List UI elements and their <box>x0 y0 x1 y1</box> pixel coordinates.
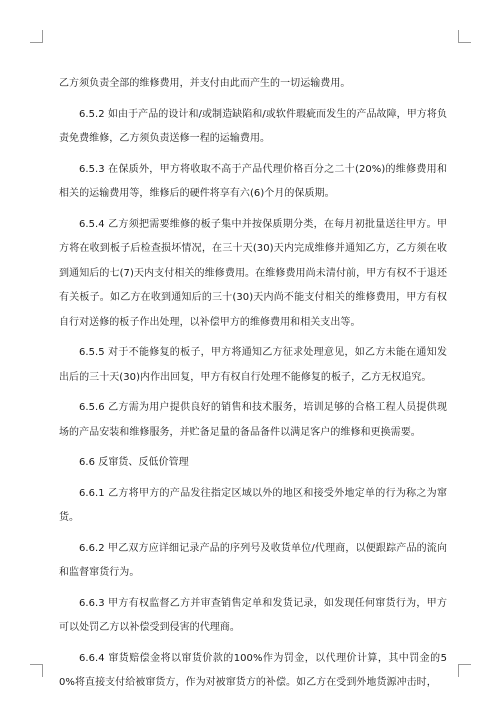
paragraph-6-6-1: 6.6.1 乙方将甲方的产品发往指定区域以外的地区和接受外地定单的行为称之为窜货。 <box>59 487 447 523</box>
crop-mark-top-left <box>30 30 43 43</box>
paragraph-6-5-4: 6.5.4 乙方须把需要维修的板子集中并按保质期分类，在每月初批量送往甲方。甲方将在收到板子后检查损坏情况，在三十天(30)天内完成维修并通知乙方，乙方须在收到通知后的七(7)天内支付相关的维修费用。在维修费用尚未清付前，甲方有权不于退还有关板子。如乙方在收到通知后的三十(30)天内尚不能支付相关的维修费用，甲方有权自行对送修的板子作出处理，以补偿甲方的维修费用和相关支出等。 <box>59 218 447 328</box>
paragraph-6-5-2: 6.5.2 如由于产品的设计和/或制造缺陷和/或软件瑕疵而发生的产品故障，甲方将负责免费维修，乙方须负责送修一程的运输费用。 <box>59 108 447 144</box>
crop-mark-bottom-left <box>30 664 43 677</box>
section-heading-6-6: 6.6 反窜货、反低价管理 <box>79 457 189 468</box>
paragraph-6-6-3: 6.6.3 甲方有权监督乙方并审查销售定单和发货记录，如发现任何窜货行为，甲方可以处罚乙方以补偿受到侵害的代理商。 <box>59 597 447 633</box>
crop-mark-top-right <box>458 30 471 43</box>
paragraph-6-6-4: 6.6.4 窜货赔偿金将以窜货价款的100%作为罚金，以代理价计算，其中罚金的50%将直接支付给被窜货方，作为对被窜货方的补偿。如乙方在受到外地货源冲击时， <box>59 652 447 688</box>
paragraph-continuation: 乙方须负责全部的维修费用，并支付由此而产生的一切运输费用。 <box>59 78 351 89</box>
crop-mark-bottom-right <box>458 664 471 677</box>
paragraph-6-5-6: 6.5.6 乙方需为用户提供良好的销售和技术服务，培训足够的合格工程人员提供现场的产品安装和维修服务，并贮备足量的备品备件以满足客户的维修和更换需要。 <box>59 402 447 438</box>
paragraph-6-6-2: 6.6.2 甲乙双方应详细记录产品的序列号及收货单位/代理商，以便跟踪产品的流向和监督窜货行为。 <box>59 542 447 578</box>
paragraph-6-5-5: 6.5.5 对于不能修复的板子，甲方将通知乙方征求处理意见，如乙方未能在通知发出后的三十天(30)内作出回复，甲方有权自行处理不能修复的板子，乙方无权追究。 <box>59 347 447 383</box>
paragraph-6-5-3: 6.5.3 在保质外，甲方将收取不高于产品代理价格百分之二十(20%)的维修费用和相关的运输费用等，维修后的硬件将享有六(6)个月的保质期。 <box>59 163 447 199</box>
document-body <box>59 72 447 702</box>
